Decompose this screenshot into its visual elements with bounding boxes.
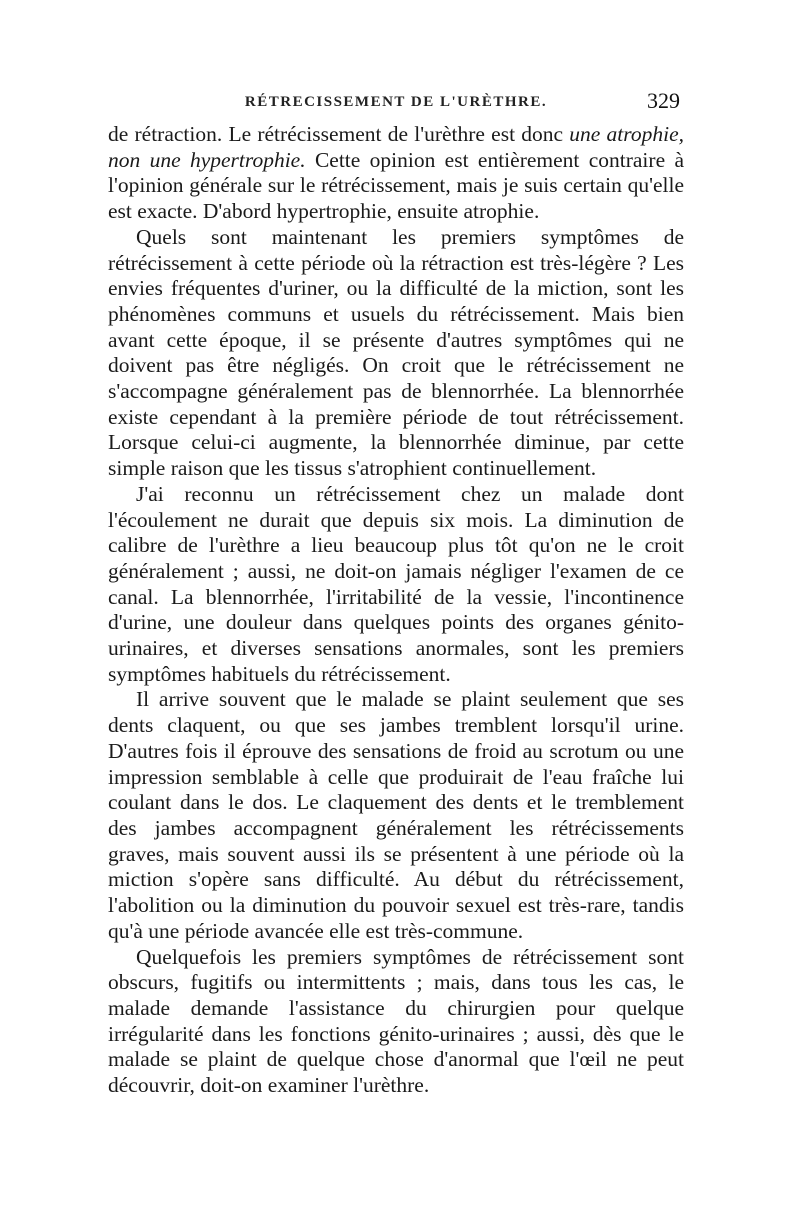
paragraph-2: Quels sont maintenant les premiers symptômes de rétrécissement à cette période où la rétraction est très-légère ? Les envies fréquentes d'uriner, ou la difficulté de la miction, sont les phénomènes communs et usuels du rétrécissement. Mais bien avant cette époque, il se présente d'autres symptômes qui ne doivent pas être négligés. On croit que le rétrécissement ne s'accompagne généralement pas de blennorrhée. La blennorrhée existe cependant à la première période de tout rétrécissement. Lorsque celui-ci augmente, la blennorrhée diminue, par cette simple raison que les tissus s'atrophient continuellement. xyxy=(108,224,684,481)
paragraph-3: J'ai reconnu un rétrécissement chez un malade dont l'écoulement ne durait que depuis six mois. La diminution de calibre de l'urèthre a lieu beaucoup plus tôt qu'on ne le croit généralement ; aussi, ne doit-on jamais négliger l'examen de ce canal. La blennorrhée, l'irritabilité de la vessie, l'incontinence d'urine, une douleur dans quelques points des organes génito-urinaires, et diverses sensations anormales, sont les premiers symptômes habituels du rétrécissement. xyxy=(108,481,684,686)
page-number: 329 xyxy=(647,88,680,113)
paragraph-5: Quelquefois les premiers symptômes de rétrécissement sont obscurs, fugitifs ou intermittents ; mais, dans tous les cas, le malade demande l'assistance du chirurgien pour quelque irrégularité dans les fonctions génito-urinaires ; aussi, dès que le malade se plaint de quelque chose d'anormal que l'œil ne peut découvrir, doit-on examiner l'urèthre. xyxy=(108,944,684,1098)
body-text xyxy=(108,122,684,1099)
paragraph-1 xyxy=(108,122,684,225)
paragraph-4: Il arrive souvent que le malade se plaint seulement que ses dents claquent, ou que ses jambes tremblent lorsqu'il urine. D'autres fois il éprouve des sensations de froid au scrotum ou une impression semblable à celle que produirait de l'eau fraîche lui coulant dans le dos. Le claquement des dents et le tremblement des jambes accompagnent généralement les rétrécissements graves, mais souvent aussi ils se présentent à une période où la miction s'opère sans difficulté. Au début du rétrécissement, l'abolition ou la diminution du pouvoir sexuel est très-rare, tandis qu'à une période avancée elle est très-commune. xyxy=(108,687,684,943)
paragraph-1-rest: Cette opinion est entièrement contraire à l'opinion générale sur le rétrécissement, mais je suis certain qu'elle est exacte. D'abord hypertrophie, ensuite atrophie. xyxy=(108,147,684,224)
paragraph-1-lead: de rétraction. Le rétrécissement de l'urèthre est donc xyxy=(108,122,570,146)
running-title: RÉTRECISSEMENT DE L'URÈTHRE. xyxy=(244,94,548,110)
paragraph-1-emphasis: une atrophie, non une hypertrophie. xyxy=(108,122,684,172)
page-header xyxy=(108,88,684,113)
